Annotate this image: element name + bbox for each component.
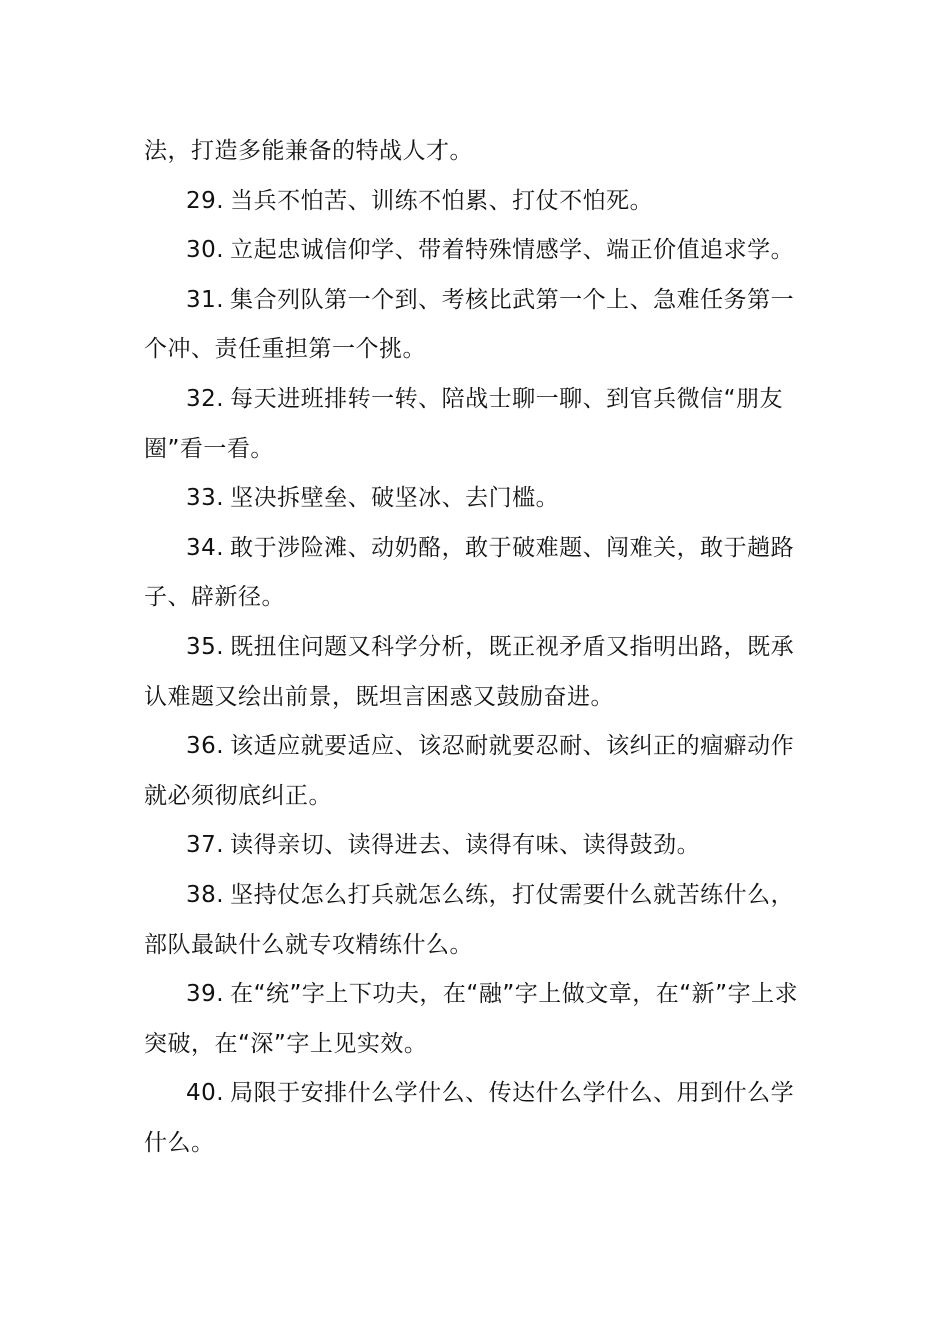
paragraph-number: 31. — [186, 286, 225, 313]
paragraph-36 — [144, 722, 808, 821]
document-body — [144, 127, 808, 1168]
paragraph-text: 在“统”字上下功夫，在“融”字上做文章，在“新”字上求突破，在“深”字上见实效。 — [144, 981, 799, 1057]
paragraph-text: 法，打造多能兼备的特战人才。 — [144, 138, 473, 164]
paragraph-34 — [144, 524, 808, 623]
paragraph-number: 30. — [186, 237, 225, 264]
paragraph-text: 集合列队第一个到、考核比武第一个上、急难任务第一个冲、责任重担第一个挑。 — [144, 286, 795, 363]
paragraph-text: 每天进班排转一转、陪战士聊一聊、到官兵微信“朋友圈”看一看。 — [144, 385, 783, 462]
paragraph-38 — [144, 871, 808, 970]
paragraph-number: 33. — [186, 485, 225, 512]
paragraph-continuation — [144, 127, 808, 177]
paragraph-number: 40. — [186, 1080, 225, 1107]
paragraph-35 — [144, 623, 808, 722]
paragraph-text: 该适应就要适应、该忍耐就要忍耐、该纠正的痼癖动作就必须彻底纠正。 — [144, 733, 795, 809]
paragraph-text: 敢于涉险滩、动奶酪，敢于破难题、闯难关，敢于趟路子、辟新径。 — [144, 534, 795, 611]
paragraph-text: 既扭住问题又科学分析，既正视矛盾又指明出路，既承认难题又绘出前景，既坦言困惑又鼓励奋进。 — [144, 633, 795, 710]
paragraph-text: 坚决拆壁垒、破坚冰、去门槛。 — [230, 485, 560, 512]
paragraph-number: 38. — [186, 881, 225, 908]
paragraph-number: 32. — [186, 385, 225, 412]
paragraph-29 — [144, 177, 808, 227]
paragraph-number: 34. — [186, 534, 225, 561]
paragraph-text: 当兵不怕苦、训练不怕累、打仗不怕死。 — [230, 187, 654, 214]
paragraph-text: 读得亲切、读得进去、读得有味、读得鼓劲。 — [230, 832, 701, 859]
paragraph-text: 坚持仗怎么打兵就怎么练，打仗需要什么就苦练什么，部队最缺什么就专攻精练什么。 — [144, 881, 795, 958]
paragraph-30 — [144, 226, 808, 276]
paragraph-37 — [144, 821, 808, 871]
paragraph-text: 局限于安排什么学什么、传达什么学什么、用到什么学什么。 — [144, 1080, 795, 1156]
paragraph-number: 36. — [186, 733, 225, 760]
paragraph-40 — [144, 1069, 808, 1168]
paragraph-39 — [144, 970, 808, 1069]
paragraph-33 — [144, 474, 808, 524]
paragraph-32 — [144, 375, 808, 474]
paragraph-number: 39. — [186, 981, 225, 1008]
paragraph-31 — [144, 276, 808, 375]
paragraph-number: 29. — [186, 187, 225, 214]
paragraph-text: 立起忠诚信仰学、带着特殊情感学、端正价值追求学。 — [230, 237, 795, 264]
paragraph-number: 37. — [186, 832, 225, 859]
paragraph-number: 35. — [186, 633, 225, 660]
